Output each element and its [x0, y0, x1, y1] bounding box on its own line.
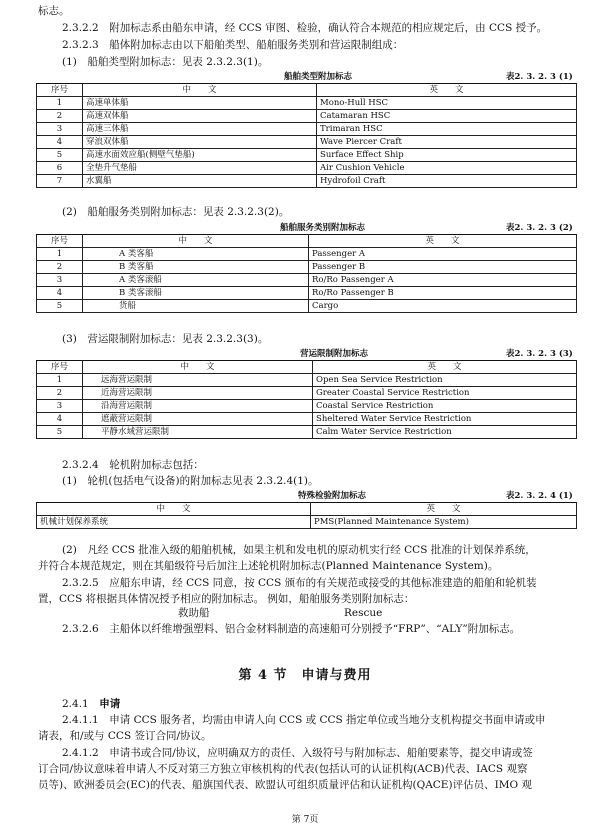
table4-header-cn: 中 文 [37, 503, 311, 516]
cell-en: Surface Effect Ship [317, 149, 577, 162]
cell-no: 6 [37, 162, 83, 175]
paragraph-2-3-2-5a: 2.3.2.5 应船东申请，经 CCS 同意，按 CCS 颁布的有关规范或接受的其他标准建造的船舶和轮机装 [62, 577, 537, 589]
paragraph-2-3-2-6: 2.3.2.6 主船体以纤维增强塑料、铝合金材料制造的高速船可分别授予“FRP”、“ALY”附加标志。 [62, 623, 521, 635]
cell-cn: A 类客船 [83, 248, 309, 261]
table-row [37, 426, 577, 439]
example-cn: 救助船 [178, 607, 210, 619]
top-fragment: 标志。 [38, 5, 70, 17]
item-3-intro: (3) 营运限制附加标志：见表 2.3.2.3(3)。 [62, 333, 269, 345]
table1-caption: 船舶类型附加标志 [284, 72, 353, 82]
table3-header-row [37, 361, 577, 374]
cell-en: Ro/Ro Passenger A [309, 274, 577, 287]
section-title: 第 4 节 申请与费用 [238, 668, 372, 683]
table3-header-no: 序号 [37, 361, 83, 374]
table-row [37, 261, 577, 274]
table-row [37, 110, 577, 123]
cell-no: 7 [37, 175, 83, 188]
paragraph-2-4-1-1a: 2.4.1.1 申请 CCS 服务者，均需由申请人向 CCS 或 CCS 指定单位或当地分支机构提交书面申请或申 [62, 714, 546, 726]
cell-cn: 沿海营运限制 [83, 400, 313, 413]
cell-en: Coastal Service Restriction [313, 400, 577, 413]
paragraph-2-4-1-1b: 请表，和/或与 CCS 签订合同/协议。 [38, 730, 212, 742]
table3-caption: 营运限制附加标志 [300, 349, 369, 359]
cell-cn: 近海营运限制 [83, 387, 313, 400]
table1-number: 表2. 3. 2. 3 (1) [506, 72, 573, 82]
item-2-intro: (2) 船舶服务类别附加标志：见表 2.3.2.3(2)。 [62, 206, 290, 218]
paragraph-2-3-2-2: 2.3.2.2 附加标志系由船东申请，经 CCS 审图、检验，确认符合本规范的相应规定后，由 CCS 授予。 [62, 22, 548, 34]
cell-en: Calm Water Service Restriction [313, 426, 577, 439]
cell-no: 2 [37, 387, 83, 400]
table4-header-en: 英 文 [311, 503, 577, 516]
cell-en: Cargo [309, 300, 577, 313]
cell-en: Hydrofoil Craft [317, 175, 577, 188]
table2-header-row [37, 235, 577, 248]
table4 [36, 502, 577, 529]
table1-header-row [37, 84, 577, 97]
cell-en: Passenger B [309, 261, 577, 274]
cell-en: Wave Piercer Craft [317, 136, 577, 149]
cell-no: 5 [37, 426, 83, 439]
table4-header-row [37, 503, 577, 516]
cell-no: 4 [37, 287, 83, 300]
table2-header-en: 英 文 [309, 235, 577, 248]
table-row [37, 123, 577, 136]
cell-en: Ro/Ro Passenger B [309, 287, 577, 300]
table1 [36, 83, 577, 188]
cell-cn: 遮蔽营运限制 [83, 413, 313, 426]
cell-cn: 高速三体船 [83, 123, 317, 136]
table-row [37, 300, 577, 313]
table-row [37, 274, 577, 287]
paragraph-2-3-2-3: 2.3.2.3 船体附加标志由以下船舶类型、船舶服务类别和营运限制组成： [62, 39, 404, 51]
cell-en: Trimaran HSC [317, 123, 577, 136]
table3 [36, 360, 577, 439]
cell-cn: 穿浪双体船 [83, 136, 317, 149]
cell-no: 4 [37, 413, 83, 426]
table-row [37, 287, 577, 300]
table4-number: 表2. 3. 2. 4 (1) [506, 491, 573, 501]
cell-en: Greater Coastal Service Restriction [313, 387, 577, 400]
table2-number: 表2. 3. 2. 3 (2) [506, 223, 573, 233]
cell-cn: 高速单体船 [83, 97, 317, 110]
cell-no: 1 [37, 97, 83, 110]
table2-header-no: 序号 [37, 235, 83, 248]
table-row [37, 387, 577, 400]
cell-cn: 远海营运限制 [83, 374, 313, 387]
cell-cn: B 类客滚船 [83, 287, 309, 300]
table-row [37, 374, 577, 387]
heading-2-4-1-number: 2.4.1 [62, 698, 89, 710]
paragraph-2-3-2-4-2b: 并符合本规范规定，则在其船级符号后加注上述轮机附加标志(Planned Maintenance System)。 [38, 560, 499, 572]
paragraph-2-3-2-5b: 置，CCS 将根据具体情况授予相应的附加标志。 例如，船舶服务类别附加标志： [38, 593, 415, 605]
table-row [37, 97, 577, 110]
cell-no: 3 [37, 274, 83, 287]
cell-en: Catamaran HSC [317, 110, 577, 123]
cell-no: 5 [37, 149, 83, 162]
heading-2-4-1 [62, 697, 120, 711]
cell-cn: 全垫升气垫船 [83, 162, 317, 175]
table-row [37, 136, 577, 149]
table1-header-cn: 中 文 [83, 84, 317, 97]
table2 [36, 234, 577, 313]
cell-cn: A 类客滚船 [83, 274, 309, 287]
table-row [37, 175, 577, 188]
cell-cn: 水翼船 [83, 175, 317, 188]
cell-cn: 高速双体船 [83, 110, 317, 123]
table3-header-cn: 中 文 [83, 361, 313, 374]
table2-header-cn: 中 文 [83, 235, 309, 248]
paragraph-2-4-1-2c: 员等)、欧洲委员会(EC)的代表、船旗国代表、欧盟认可组织质量评估和认证机构(QACE)评估员、IMO 观 [38, 779, 532, 791]
cell-no: 1 [37, 374, 83, 387]
table-row [37, 516, 577, 529]
table-row [37, 149, 577, 162]
example-en: Rescue [344, 607, 383, 619]
cell-cn: 平静水域营运限制 [83, 426, 313, 439]
cell-cn: 货船 [83, 300, 309, 313]
table4-caption: 特殊检验附加标志 [298, 491, 367, 501]
paragraph-2-3-2-4-1: (1) 轮机(包括电气设备)的附加标志见表 2.3.2.4(1)。 [62, 475, 319, 487]
table2-caption: 船舶服务类别附加标志 [280, 223, 366, 233]
cell-no: 1 [37, 248, 83, 261]
cell-no: 5 [37, 300, 83, 313]
cell-en: Mono-Hull HSC [317, 97, 577, 110]
table3-header-en: 英 文 [313, 361, 577, 374]
table1-header-en: 英 文 [317, 84, 577, 97]
cell-en: Open Sea Service Restriction [313, 374, 577, 387]
cell-cn: 高速水面效应船(侧壁气垫船) [83, 149, 317, 162]
cell-en: Passenger A [309, 248, 577, 261]
cell-no: 4 [37, 136, 83, 149]
item-1-intro: (1) 船舶类型附加标志：见表 2.3.2.3(1)。 [62, 56, 269, 68]
paragraph-2-3-2-4-2a: (2) 凡经 CCS 批准入级的船舶机械，如果主机和发电机的原动机实行经 CCS 批准的计划保养系统， [62, 544, 536, 556]
table-row [37, 162, 577, 175]
paragraph-2-3-2-4: 2.3.2.4 轮机附加标志包括： [62, 459, 204, 471]
heading-2-4-1-title: 申请 [99, 698, 121, 710]
table-row [37, 413, 577, 426]
paragraph-2-4-1-2a: 2.4.1.2 申请书或合同/协议，应明确双方的责任、入级符号与附加标志、船舶要素等，提交申请或签 [62, 747, 533, 759]
cell-no: 2 [37, 110, 83, 123]
page-number: 第 7页 [291, 815, 319, 825]
cell-cn: 机械计划保养系统 [37, 516, 311, 529]
cell-en: Air Cushion Vehicle [317, 162, 577, 175]
table1-header-no: 序号 [37, 84, 83, 97]
cell-cn: B 类客船 [83, 261, 309, 274]
cell-no: 3 [37, 123, 83, 136]
paragraph-2-4-1-2b: 订合同/协议意味着申请人不反对第三方独立审核机构的代表(包括认可的认证机构(ACB)代表、IACS 观察 [38, 763, 528, 775]
table3-number: 表2. 3. 2. 3 (3) [506, 349, 573, 359]
cell-no: 2 [37, 261, 83, 274]
cell-no: 3 [37, 400, 83, 413]
cell-en: Sheltered Water Service Restriction [313, 413, 577, 426]
cell-en: PMS(Planned Maintenance System) [311, 516, 577, 529]
table-row [37, 248, 577, 261]
table-row [37, 400, 577, 413]
